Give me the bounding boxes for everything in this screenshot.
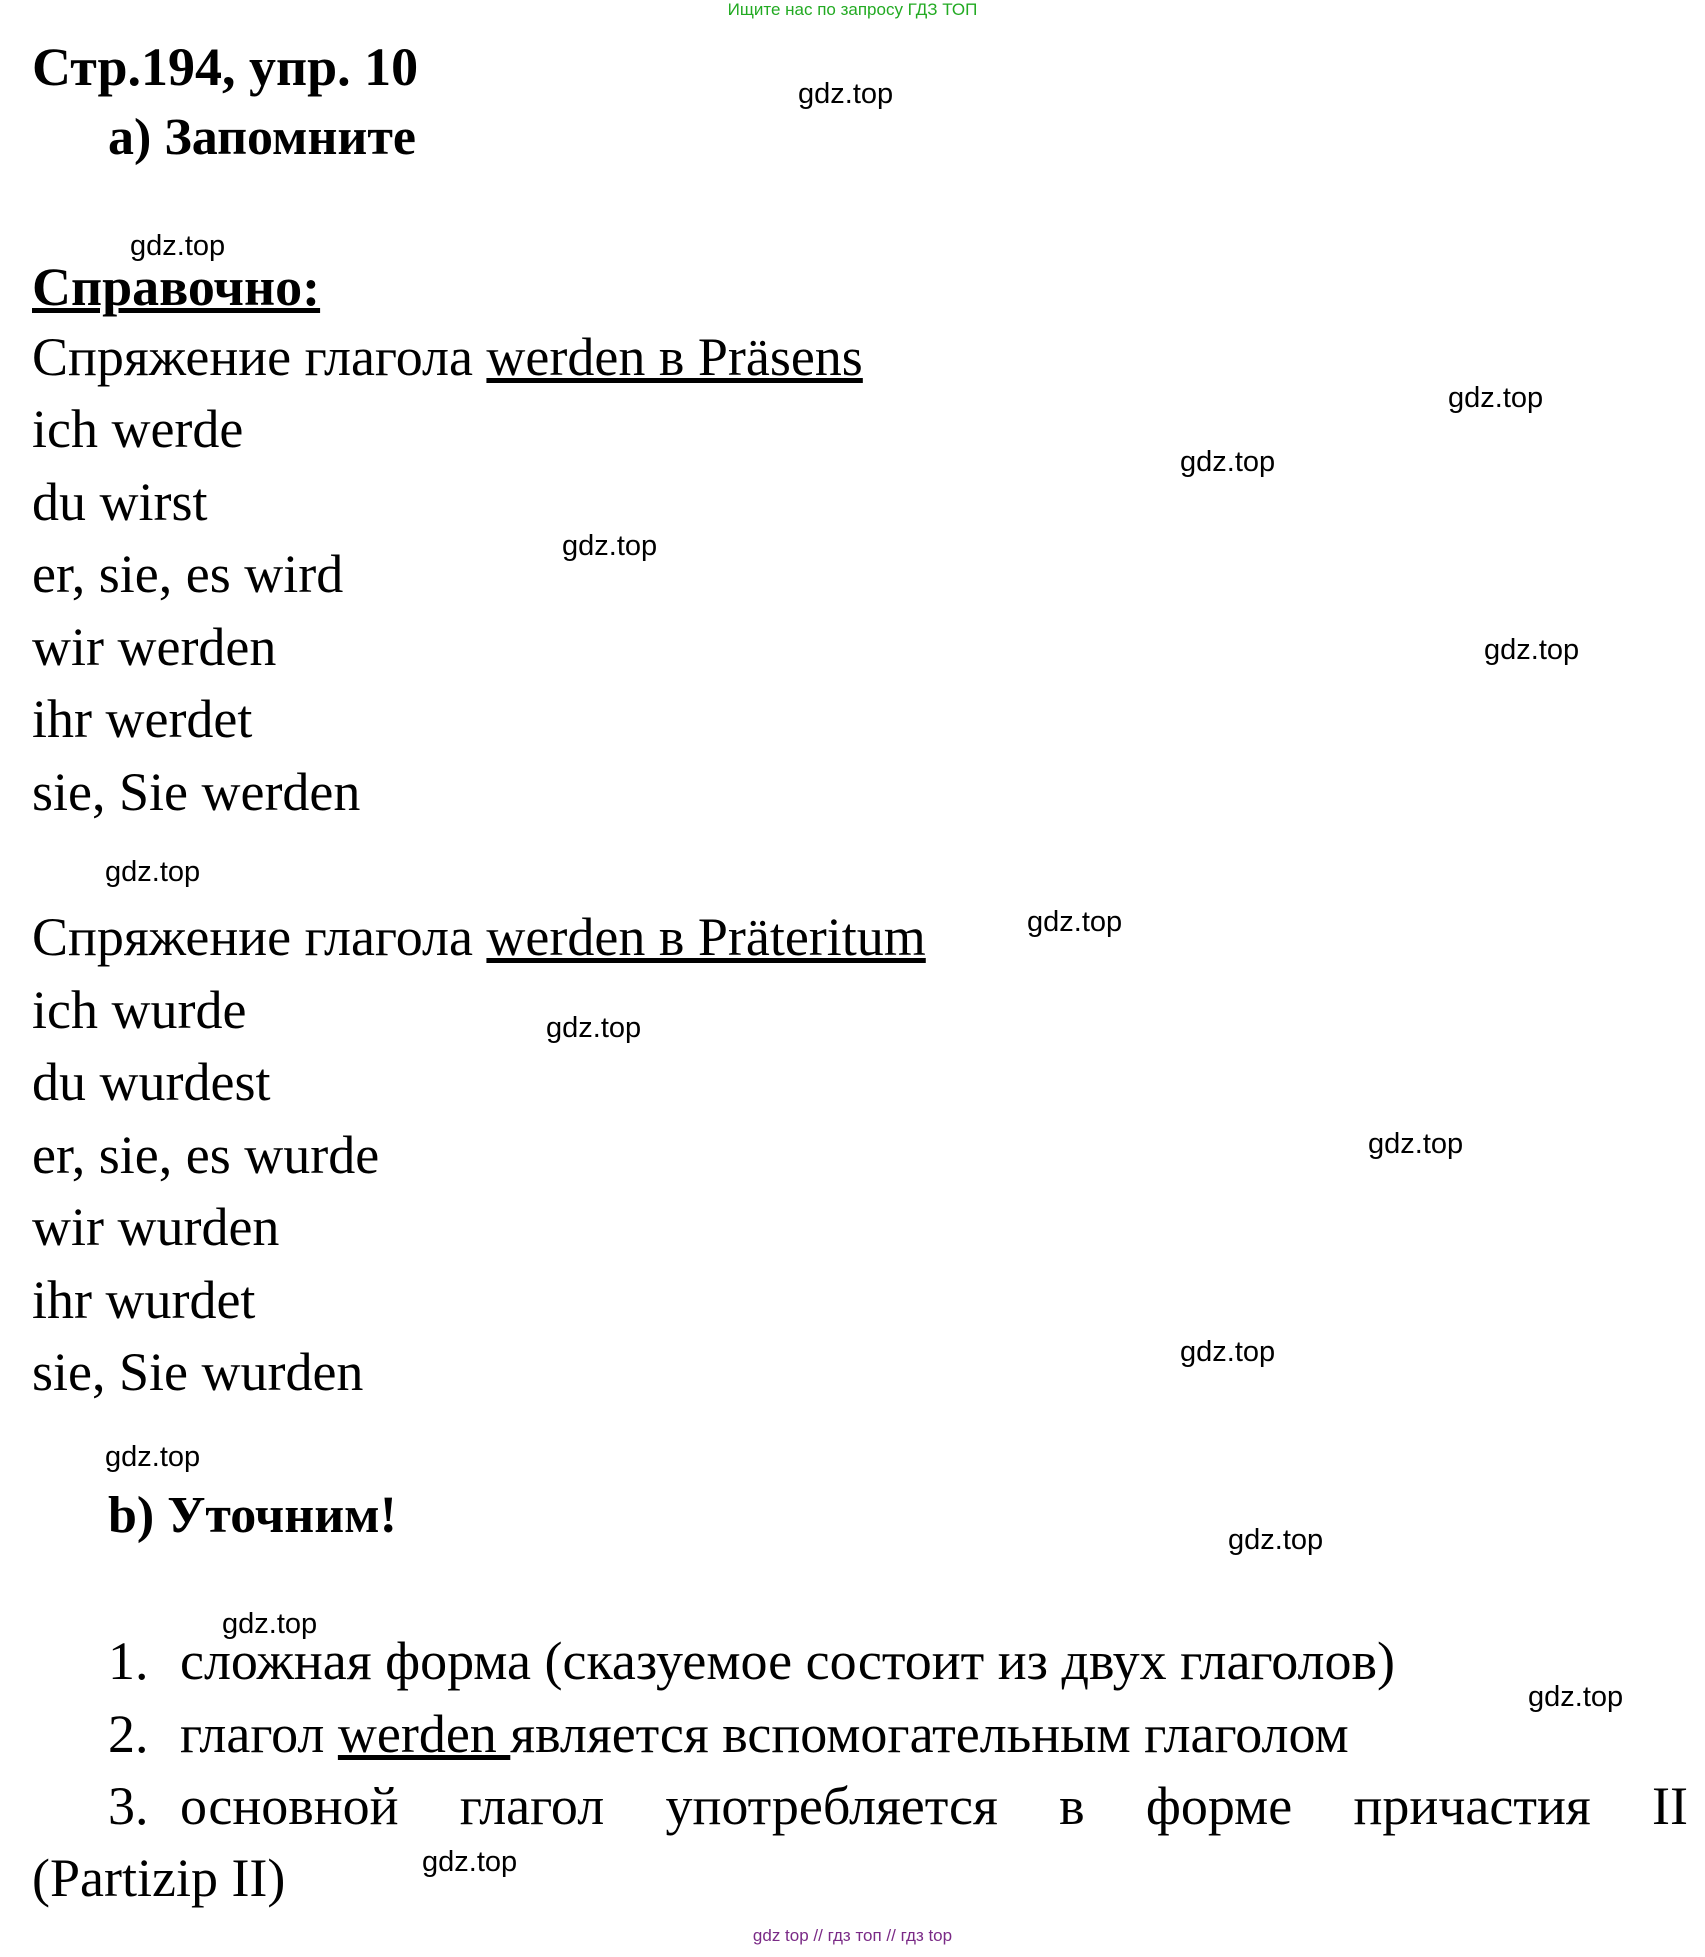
watermark: gdz.top	[1027, 906, 1123, 938]
watermark: gdz.top	[1484, 634, 1580, 666]
praeteritum-caption-underlined: werden в Präteritum	[486, 907, 926, 967]
praeteritum-caption-prefix: Спряжение глагола	[32, 907, 487, 967]
watermark: gdz.top	[130, 230, 226, 262]
point-1-text: сложная форма (сказуемое состоит из двух глаголов)	[180, 1631, 1395, 1691]
point-3	[108, 1775, 1688, 1837]
reference-heading: Справочно:	[32, 257, 321, 317]
watermark: gdz.top	[546, 1012, 642, 1044]
praesens-form-du: du wirst	[32, 472, 208, 532]
point-2-suffix: является вспомогательным глаголом	[510, 1704, 1349, 1764]
praesens-form-er-sie-es: er, sie, es wird	[32, 544, 344, 604]
point-3-number: 3.	[108, 1776, 149, 1836]
point-3-word: употребляется	[665, 1776, 998, 1836]
praesens-caption-prefix: Спряжение глагола	[32, 327, 487, 387]
watermark: gdz.top	[798, 78, 894, 110]
point-3-word: основной	[180, 1776, 399, 1836]
top-banner: Ищите нас по запросу ГДЗ ТОП	[727, 0, 978, 19]
point-3-word: глагол	[459, 1776, 605, 1836]
watermark: gdz.top	[1180, 1336, 1276, 1368]
point-3-word: в	[1059, 1776, 1085, 1836]
praeteritum-form-wir: wir wurden	[32, 1197, 280, 1257]
watermark: gdz.top	[1528, 1681, 1624, 1713]
praesens-form-ich: ich werde	[32, 399, 244, 459]
watermark: gdz.top	[1228, 1524, 1324, 1556]
point-1-number: 1.	[108, 1631, 149, 1691]
praesens-form-wir: wir werden	[32, 617, 277, 677]
praeteritum-form-ihr: ihr wurdet	[32, 1270, 256, 1330]
page-title: Стр.194, упр. 10	[32, 37, 419, 97]
watermark: gdz.top	[105, 1441, 201, 1473]
praesens-caption	[32, 326, 863, 388]
point-3-continuation: (Partizip II)	[32, 1848, 286, 1908]
point-2-number: 2.	[108, 1704, 149, 1764]
point-2-underlined: werden	[337, 1704, 511, 1764]
section-b-heading: b) Уточним!	[108, 1487, 397, 1544]
point-3-word: причастия	[1353, 1776, 1591, 1836]
watermark: gdz.top	[1368, 1128, 1464, 1160]
watermark: gdz.top	[222, 1608, 318, 1640]
point-3-number-and-word	[108, 1775, 399, 1837]
praesens-caption-underlined: werden в Präsens	[486, 327, 863, 387]
point-2	[108, 1703, 1349, 1765]
praeteritum-form-er-sie-es: er, sie, es wurde	[32, 1125, 380, 1185]
watermark: gdz.top	[1180, 446, 1276, 478]
praesens-form-sie: sie, Sie werden	[32, 762, 361, 822]
watermark: gdz.top	[422, 1846, 518, 1878]
praeteritum-caption	[32, 906, 926, 968]
praeteritum-form-ich: ich wurde	[32, 980, 247, 1040]
praeteritum-form-du: du wurdest	[32, 1052, 271, 1112]
watermark: gdz.top	[1448, 382, 1544, 414]
section-a-heading: a) Запомните	[108, 109, 417, 166]
praesens-form-ihr: ihr werdet	[32, 689, 253, 749]
point-3-word: II	[1651, 1776, 1688, 1836]
watermark: gdz.top	[105, 856, 201, 888]
point-3-word: форме	[1145, 1776, 1293, 1836]
point-2-prefix: глагол	[180, 1704, 338, 1764]
watermark: gdz.top	[562, 530, 658, 562]
footer: gdz top // гдз топ // гдз top	[752, 1926, 953, 1945]
praeteritum-form-sie: sie, Sie wurden	[32, 1342, 364, 1402]
